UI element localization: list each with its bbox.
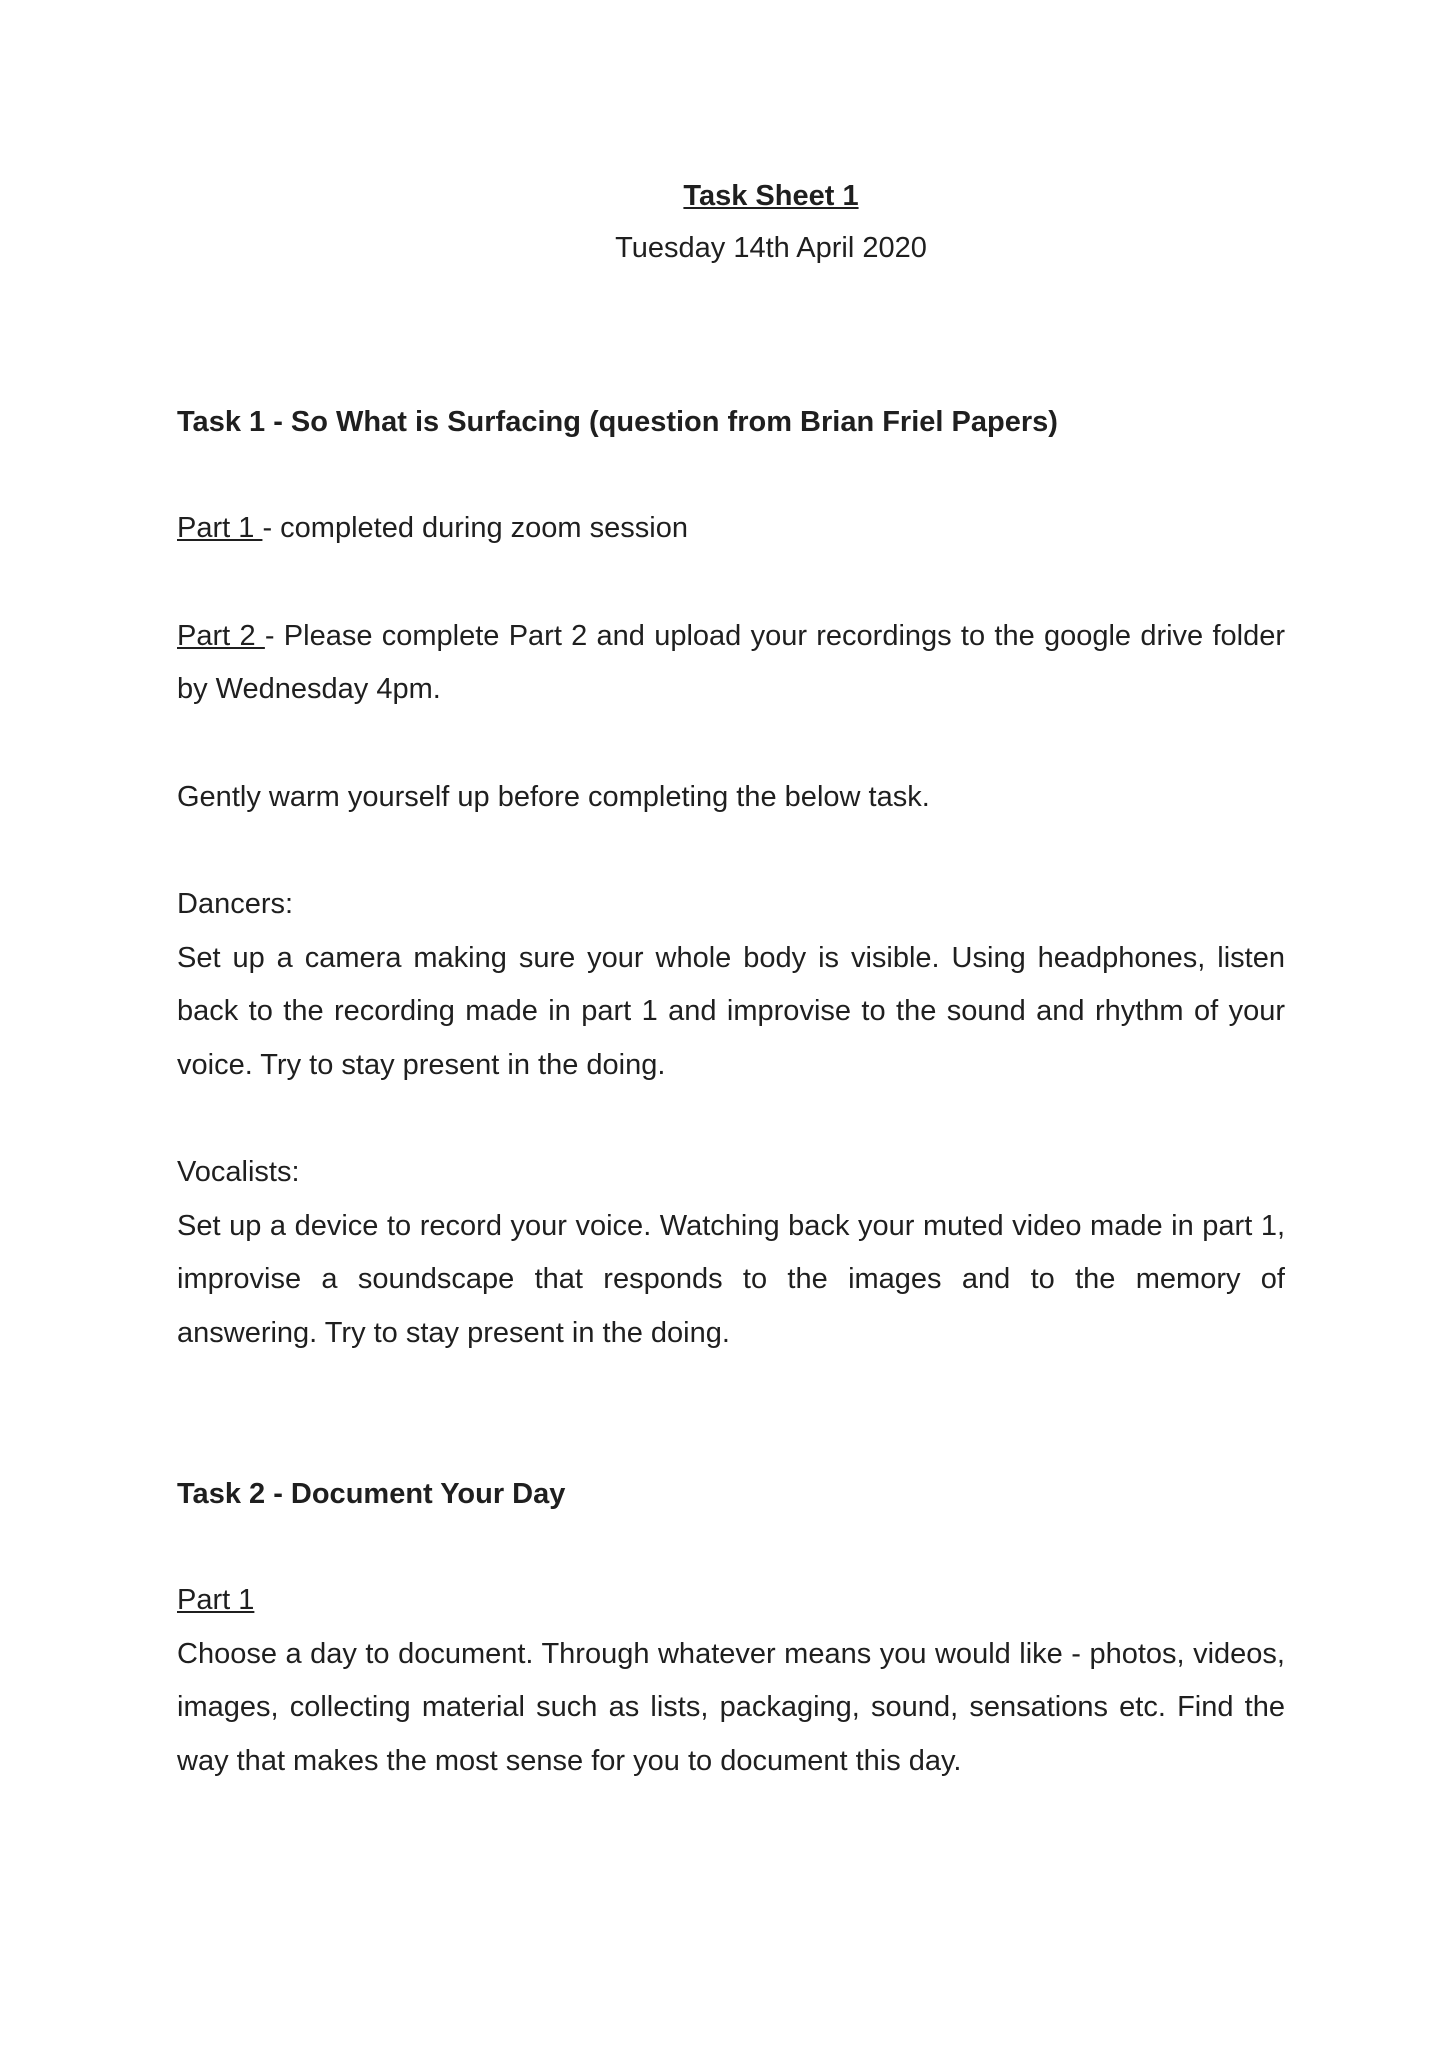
vocalists-instructions: Set up a device to record your voice. Watching back your muted video made in part 1, improvise a soundscape that responds to the images and to the memory of answering. Try to stay present in the doing. [177,1209,1285,1349]
task-2-heading: Task 2 - Document Your Day [177,1478,566,1510]
task-1-part-2 [177,610,1285,717]
task-1-part-1-label: Part 1 [177,512,263,544]
task-2-part-1-text: Choose a day to document. Through whatever means you would like - photos, videos, images, collecting material such as lists, packaging, sound, sensations etc. Find the way that makes the most sense for you to document this day. [177,1637,1285,1777]
document-title: Task Sheet 1 [683,180,859,212]
task-1-part-2-label: Part 2 [177,619,265,652]
task-1-part-1 [177,502,1285,556]
document-content [177,170,1285,1788]
vocalists-label: Vocalists: [177,1156,300,1188]
dancers-label: Dancers: [177,888,294,920]
document-date: Tuesday 14th April 2020 [615,232,927,264]
dancers-instructions: Set up a camera making sure your whole body is visible. Using headphones, listen back to the recording made in part 1 and improvise to the sound and rhythm of your voice. Try to stay present in the doing. [177,941,1285,1081]
warmup-instruction: Gently warm yourself up before completing the below task. [177,780,930,813]
task-1-part-1-text: - completed during zoom session [262,512,688,544]
task-1-part-2-text: - Please complete Part 2 and upload your recordings to the google drive folder by Wednesday 4pm. [177,619,1286,705]
task-1-heading: Task 1 - So What is Surfacing (question from Brian Friel Papers) [177,406,1058,438]
task-2-part-1-label: Part 1 [177,1584,255,1616]
